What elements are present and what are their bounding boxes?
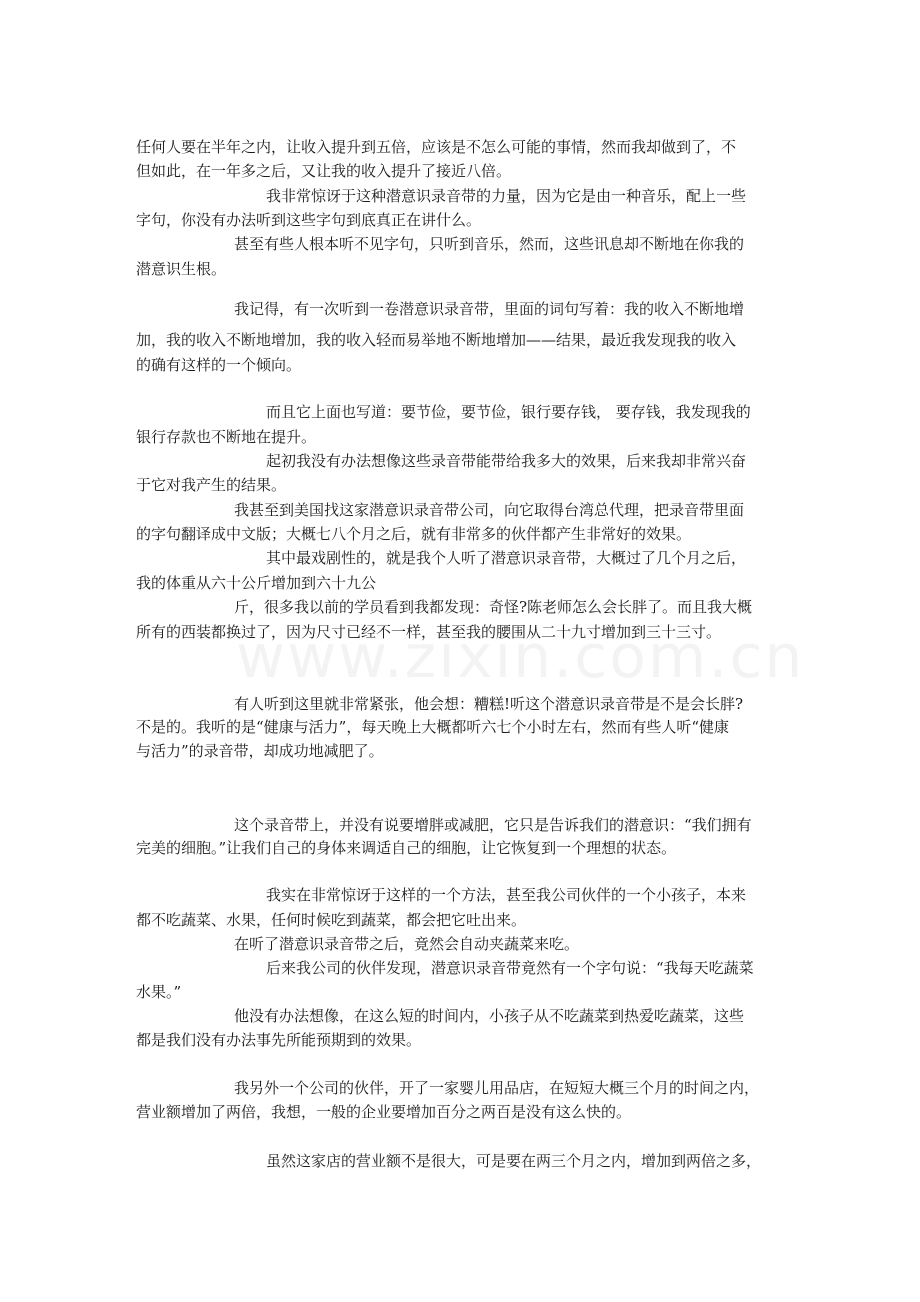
text-line: 于它对我产生的结果。 (136, 476, 287, 494)
text-line: 所有的西装都换过了，因为尺寸已经不一样，甚至我的腰围从二十九寸增加到三十三寸。 (136, 623, 722, 641)
text-line: 营业额增加了两倍，我想，一般的企业要增加百分之两百是没有这么快的。 (136, 1103, 632, 1121)
text-line: 在听了潜意识录音带之后，竟然会自动夹蔬菜来吃。 (234, 935, 580, 953)
text-line: 这个录音带上，并没有说要增胖或减肥，它只是告诉我们的潜意识：“我们拥有 (234, 816, 752, 834)
text-line: 都不吃蔬菜、水果，任何时候吃到蔬菜，都会把它吐出来。 (136, 911, 527, 929)
text-line: 潜意识生根。 (136, 260, 227, 278)
text-line: 甚至有些人根本听不见字句，只听到音乐，然而，这些讯息却不断地在你我的 (234, 235, 745, 253)
text-line: 但如此，在一年多之后，又让我的收入提升了接近八倍。 (136, 162, 512, 180)
text-line: 与活力”的录音带，却成功地减肥了。 (136, 742, 384, 760)
text-line: 斤，很多我以前的学员看到我都发现：奇怪?陈老师怎么会长胖了。而且我大概 (234, 598, 753, 616)
text-line: 都是我们没有办法事先所能预期到的效果。 (136, 1031, 422, 1049)
text-line: 他没有办法想像，在这么短的时间内，小孩子从不吃蔬菜到热爱吃蔬菜，这些 (234, 1007, 745, 1025)
text-line: 其中最戏剧性的，就是我个人听了潜意识录音带，大概过了几个月之后， (266, 549, 747, 567)
text-line: 的确有这样的一个倾向。 (136, 356, 302, 374)
text-line: 字句，你没有办法听到这些字句到底真正在讲什么。 (136, 211, 482, 229)
text-line: 起初我没有办法想像这些录音带能带给我多大的效果，后来我却非常兴奋 (266, 452, 747, 470)
text-line: 水果。” (136, 983, 182, 1001)
text-line: 的字句翻译成中文版；大概七八个月之后，就有非常多的伙伴都产生非常好的效果。 (136, 525, 692, 543)
text-line: 虽然这家店的营业额不是很大，可是要在两三个月之内，增加到两倍之多， (266, 1152, 762, 1170)
text-line: 我实在非常惊讶于这样的一个方法，甚至我公司伙伴的一个小孩子，本来 (266, 886, 747, 904)
text-line: 而且它上面也写道：要节俭，要节俭，银行要存钱， 要存钱，我发现我的 (266, 403, 751, 421)
text-line: 完美的细胞。”让我们自己的身体来调适自己的细胞，让它恢复到一个理想的状态。 (136, 839, 677, 857)
text-line: 有人听到这里就非常紧张，他会想：糟糕!听这个潜意识录音带是不是会长胖? (234, 695, 744, 713)
text-line: 我记得，有一次听到一卷潜意识录音带，里面的词句写着：我的收入不断地增 (234, 300, 745, 318)
text-line: 后来我公司的伙伴发现，潜意识录音带竟然有一个字句说：“我每天吃蔬菜 (266, 959, 754, 977)
text-line: 不是的。我听的是“健康与活力”，每天晚上大概都听六七个小时左右，然而有些人听“健康 (136, 718, 730, 736)
text-line: 我另外一个公司的伙伴，开了一家婴儿用品店，在短短大概三个月的时间之内， (234, 1079, 760, 1097)
text-line: 我的体重从六十公斤增加到六十九公 (136, 574, 377, 592)
text-line: 加，我的收入不断地增加，我的收入轻而易举地不断地增加——结果，最近我发现我的收入 (136, 331, 737, 349)
text-line: 任何人要在半年之内，让收入提升到五倍，应该是不怎么可能的事情，然而我却做到了，不 (136, 138, 737, 156)
text-line: 我甚至到美国找这家潜意识录音带公司，向它取得台湾总代理，把录音带里面 (234, 501, 745, 519)
text-line: 银行存款也不断地在提升。 (136, 428, 317, 446)
text-line: 我非常惊讶于这种潜意识录音带的力量，因为它是由一种音乐，配上一些 (266, 187, 747, 205)
